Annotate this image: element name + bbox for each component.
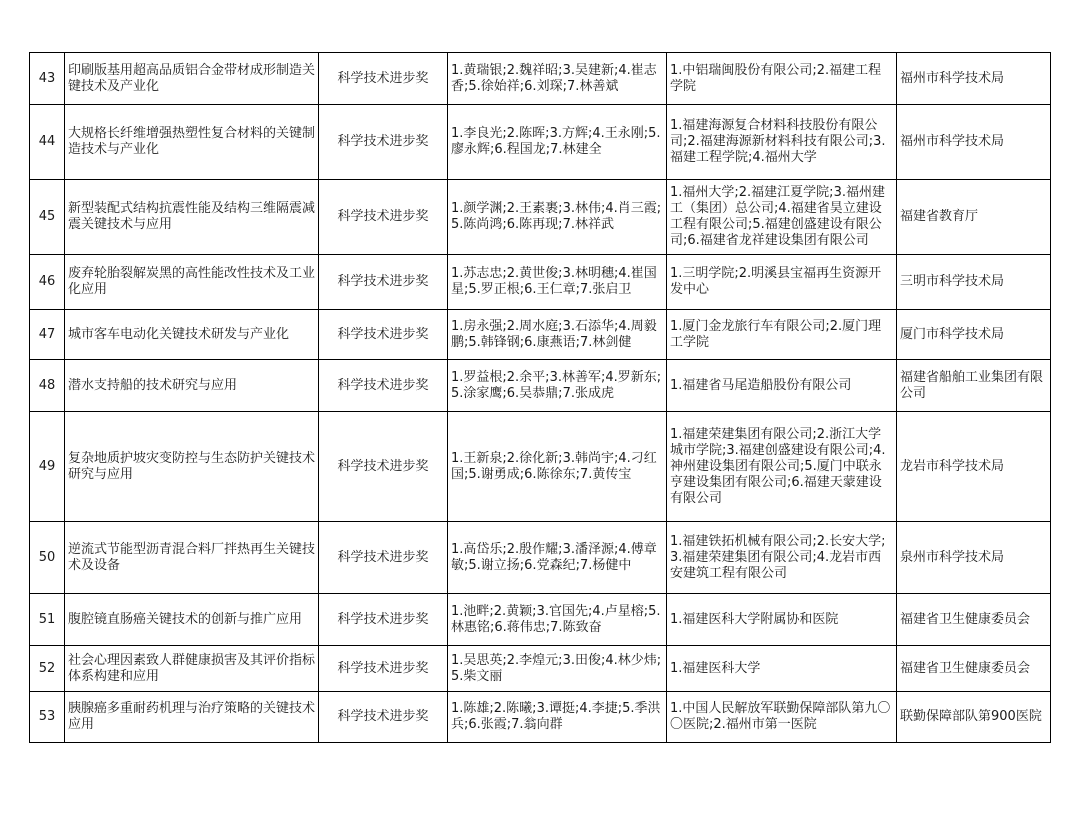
main-contributors: 1.苏志忠;2.黄世俊;3.林明穗;4.崔国星;5.罗正根;6.王仁章;7.张启卫 xyxy=(448,255,667,310)
completing-units: 1.中铝瑞闽股份有限公司;2.福建工程学院 xyxy=(667,53,897,105)
project-name: 大规格长纤维增强热塑性复合材料的关键制造技术与产业化 xyxy=(65,105,319,180)
project-name: 城市客车电动化关键技术研发与产业化 xyxy=(65,310,319,360)
completing-units: 1.福建海源复合材料科技股份有限公司;2.福建海源新材料科技有限公司;3.福建工程学院;4.福州大学 xyxy=(667,105,897,180)
recommending-unit: 福建省卫生健康委员会 xyxy=(897,646,1051,692)
awards-table-body xyxy=(30,53,1051,743)
completing-units: 1.中国人民解放军联勤保障部队第九〇〇医院;2.福州市第一医院 xyxy=(667,692,897,743)
table-row xyxy=(30,53,1051,105)
completing-units: 1.福州大学;2.福建江夏学院;3.福州建工（集团）总公司;4.福建省昊立建设工程有限公司;5.福建创盛建设有限公司;6.福建省龙祥建设集团有限公司 xyxy=(667,180,897,255)
recommending-unit: 龙岩市科学技术局 xyxy=(897,412,1051,522)
row-number: 52 xyxy=(30,646,65,692)
table-row xyxy=(30,180,1051,255)
project-name: 腹腔镜直肠癌关键技术的创新与推广应用 xyxy=(65,594,319,646)
table-row xyxy=(30,594,1051,646)
project-name: 胰腺癌多重耐药机理与治疗策略的关键技术应用 xyxy=(65,692,319,743)
row-number: 51 xyxy=(30,594,65,646)
main-contributors: 1.池畔;2.黄颖;3.官国先;4.卢星榕;5.林惠铭;6.蒋伟忠;7.陈致奋 xyxy=(448,594,667,646)
completing-units: 1.福建省马尾造船股份有限公司 xyxy=(667,360,897,412)
table-row xyxy=(30,522,1051,594)
recommending-unit: 福州市科学技术局 xyxy=(897,105,1051,180)
table-row xyxy=(30,105,1051,180)
project-name: 社会心理因素致人群健康损害及其评价指标体系构建和应用 xyxy=(65,646,319,692)
table-row xyxy=(30,255,1051,310)
row-number: 44 xyxy=(30,105,65,180)
project-name: 新型装配式结构抗震性能及结构三维隔震减震关键技术与应用 xyxy=(65,180,319,255)
main-contributors: 1.罗益根;2.余平;3.林善军;4.罗新东;5.涂家鹰;6.吴恭鼎;7.张成虎 xyxy=(448,360,667,412)
award-category: 科学技术进步奖 xyxy=(319,412,448,522)
recommending-unit: 福州市科学技术局 xyxy=(897,53,1051,105)
completing-units: 1.三明学院;2.明溪县宝福再生资源开发中心 xyxy=(667,255,897,310)
row-number: 49 xyxy=(30,412,65,522)
completing-units: 1.福建医科大学附属协和医院 xyxy=(667,594,897,646)
table-row xyxy=(30,310,1051,360)
award-category: 科学技术进步奖 xyxy=(319,594,448,646)
recommending-unit: 福建省教育厅 xyxy=(897,180,1051,255)
awards-table xyxy=(29,52,1051,743)
project-name: 废弃轮胎裂解炭黑的高性能改性技术及工业化应用 xyxy=(65,255,319,310)
completing-units: 1.厦门金龙旅行车有限公司;2.厦门理工学院 xyxy=(667,310,897,360)
award-category: 科学技术进步奖 xyxy=(319,360,448,412)
award-category: 科学技术进步奖 xyxy=(319,646,448,692)
recommending-unit: 福建省船舶工业集团有限公司 xyxy=(897,360,1051,412)
completing-units: 1.福建荣建集团有限公司;2.浙江大学城市学院;3.福建创盛建设有限公司;4.神州建设集团有限公司;5.厦门中联永亨建设集团有限公司;6.福建天蒙建设有限公司 xyxy=(667,412,897,522)
completing-units: 1.福建医科大学 xyxy=(667,646,897,692)
project-name: 潜水支持船的技术研究与应用 xyxy=(65,360,319,412)
recommending-unit: 福建省卫生健康委员会 xyxy=(897,594,1051,646)
award-category: 科学技术进步奖 xyxy=(319,105,448,180)
completing-units: 1.福建铁拓机械有限公司;2.长安大学;3.福建荣建集团有限公司;4.龙岩市西安建筑工程有限公司 xyxy=(667,522,897,594)
main-contributors: 1.颜学渊;2.王素裹;3.林伟;4.肖三霞;5.陈尚鸿;6.陈再现;7.林祥武 xyxy=(448,180,667,255)
row-number: 43 xyxy=(30,53,65,105)
main-contributors: 1.高岱乐;2.殷作耀;3.潘泽源;4.傅章敏;5.谢立扬;6.党森纪;7.杨健中 xyxy=(448,522,667,594)
table-row xyxy=(30,412,1051,522)
table-row xyxy=(30,692,1051,743)
row-number: 47 xyxy=(30,310,65,360)
project-name: 复杂地质护坡灾变防控与生态防护关键技术研究与应用 xyxy=(65,412,319,522)
row-number: 45 xyxy=(30,180,65,255)
project-name: 印刷版基用超高品质铝合金带材成形制造关键技术及产业化 xyxy=(65,53,319,105)
main-contributors: 1.吴思英;2.李煌元;3.田俊;4.林少炜;5.柴文丽 xyxy=(448,646,667,692)
main-contributors: 1.黄瑞银;2.魏祥昭;3.吴建新;4.崔志香;5.徐始祥;6.刘琛;7.林善斌 xyxy=(448,53,667,105)
award-category: 科学技术进步奖 xyxy=(319,310,448,360)
table-row xyxy=(30,646,1051,692)
award-category: 科学技术进步奖 xyxy=(319,692,448,743)
table-row xyxy=(30,360,1051,412)
recommending-unit: 泉州市科学技术局 xyxy=(897,522,1051,594)
award-category: 科学技术进步奖 xyxy=(319,522,448,594)
main-contributors: 1.王新泉;2.徐化新;3.韩尚宇;4.刁红国;5.谢勇成;6.陈徐东;7.黄传宝 xyxy=(448,412,667,522)
row-number: 53 xyxy=(30,692,65,743)
recommending-unit: 三明市科学技术局 xyxy=(897,255,1051,310)
row-number: 46 xyxy=(30,255,65,310)
main-contributors: 1.房永强;2.周水庭;3.石添华;4.周毅鹏;5.韩锋钢;6.康燕语;7.林剑健 xyxy=(448,310,667,360)
recommending-unit: 厦门市科学技术局 xyxy=(897,310,1051,360)
row-number: 50 xyxy=(30,522,65,594)
award-category: 科学技术进步奖 xyxy=(319,255,448,310)
award-category: 科学技术进步奖 xyxy=(319,53,448,105)
main-contributors: 1.李良光;2.陈晖;3.方辉;4.王永刚;5.廖永辉;6.程国龙;7.林建全 xyxy=(448,105,667,180)
main-contributors: 1.陈雄;2.陈曦;3.谭挺;4.李捷;5.季洪兵;6.张霞;7.翁向群 xyxy=(448,692,667,743)
recommending-unit: 联勤保障部队第900医院 xyxy=(897,692,1051,743)
project-name: 逆流式节能型沥青混合料厂拌热再生关键技术及设备 xyxy=(65,522,319,594)
award-category: 科学技术进步奖 xyxy=(319,180,448,255)
row-number: 48 xyxy=(30,360,65,412)
